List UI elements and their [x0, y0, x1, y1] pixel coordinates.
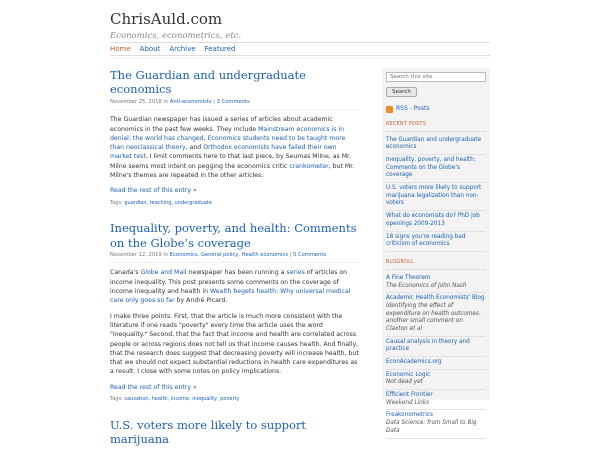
- search-button[interactable]: Search: [386, 87, 417, 97]
- site-title[interactable]: ChrisAuld.com: [110, 10, 223, 28]
- list-item: [386, 232, 486, 252]
- tag-links[interactable]: causation, health, income, inequality, poverty: [124, 396, 240, 402]
- list-item: [386, 337, 486, 357]
- search-input[interactable]: [386, 72, 486, 82]
- nav-archive[interactable]: Archive: [169, 44, 196, 53]
- list-item: [386, 135, 486, 155]
- post-category-link[interactable]: Anti-economists: [169, 98, 212, 105]
- recent-post-link[interactable]: What do economists do? PhD job openings 2009-2013: [386, 213, 480, 227]
- post: [110, 221, 360, 403]
- rss-link[interactable]: [386, 105, 486, 114]
- blogroll-link[interactable]: A Fine Theorem: [386, 274, 431, 281]
- list-item: [386, 155, 486, 183]
- meta-separator: in: [163, 251, 170, 258]
- text: newspaper has been running a: [186, 269, 287, 277]
- post-date: November 25, 2018: [110, 98, 162, 105]
- sidebar: [382, 68, 490, 434]
- list-item: [386, 390, 486, 410]
- rss-label: RSS - Posts: [396, 105, 430, 112]
- blogroll-desc: Identifying the effect of expenditure on health outcomes: another small comment on Claxton et al: [386, 302, 481, 332]
- recent-posts-heading: RECENT POSTS: [386, 122, 486, 132]
- nav-featured[interactable]: Featured: [204, 44, 236, 53]
- site-tagline: Economics, econometrics, etc.: [110, 31, 242, 41]
- nav-divider: [110, 58, 490, 59]
- nav-home[interactable]: Home: [110, 44, 131, 53]
- list-item: [386, 370, 486, 390]
- site-header: [110, 10, 490, 42]
- blogroll-desc: Weekend Links: [386, 399, 430, 406]
- post-title[interactable]: U.S. voters more likely to support marijuana: [110, 417, 306, 446]
- recent-post-link[interactable]: The Guardian and undergraduate economics: [386, 136, 482, 151]
- blogroll-link[interactable]: Freakonometrics: [386, 412, 433, 419]
- post: [110, 68, 360, 207]
- text: Canada's: [110, 269, 141, 277]
- recent-post-link[interactable]: 18 signs you’re reading bad criticism of economics: [386, 233, 466, 248]
- rss-icon: [386, 106, 393, 113]
- blogroll-heading: BLOGROLL: [386, 260, 486, 270]
- article-link[interactable]: Globe and Mail: [140, 269, 187, 277]
- list-item: [386, 183, 486, 211]
- blogroll-link[interactable]: EconAcademics.org: [386, 359, 442, 366]
- blogroll-link[interactable]: Efficient Frontier: [386, 392, 433, 399]
- article-link[interactable]: Orthodox economists have failed their own market test: [110, 144, 337, 161]
- blogroll-desc: The Economics of John Nash: [386, 282, 467, 289]
- post-paragraph: I make three points. First, that the article is much more consistent with the literature if one reads "poverty" every time the article uses the word "inequality." Second, that the fact that income and health are correlated across people or across regions does not tell us that income causes health. And finally, that the research does suggest that decreasing poverty will increase health, but that we should not expect substantial reductions in health care expenditures as a result. I close with some notes on policy implications.: [110, 312, 359, 376]
- main-content: [110, 68, 360, 460]
- list-item: [386, 293, 486, 336]
- blogroll-link[interactable]: Economic Logic: [386, 371, 431, 378]
- text: of articles on income inequality. This post presents some comments on the coverage of income inequality and health in: [110, 269, 348, 296]
- meta-separator: |: [289, 251, 294, 258]
- post-body: [110, 268, 360, 403]
- list-item: [386, 273, 486, 293]
- article-link[interactable]: crankometer: [289, 162, 329, 170]
- post-meta: [110, 99, 360, 111]
- list-item: [386, 357, 486, 370]
- post-date: November 12, 2019: [110, 251, 162, 258]
- list-item: [386, 410, 486, 438]
- article-link[interactable]: Economics students need to be taught more than neoclassical theory: [110, 134, 346, 152]
- meta-separator: |: [213, 98, 217, 105]
- post-comments-link[interactable]: 3 Comments: [216, 98, 250, 105]
- post-body: [110, 115, 360, 207]
- text: ,: [203, 134, 208, 142]
- tag-links[interactable]: guardian, teaching, undergraduate: [124, 199, 212, 206]
- blogroll-list: [386, 273, 486, 439]
- post-paragraph: [110, 268, 360, 305]
- recent-post-link[interactable]: U.S. voters more likely to support marijuana legalization than non-voters: [386, 185, 482, 207]
- post-meta: [110, 252, 360, 264]
- post-title[interactable]: Inequality, poverty, and health: Comments on the Globe’s coverage: [110, 221, 357, 250]
- tags-label: Tags:: [110, 396, 123, 402]
- post: [110, 418, 360, 447]
- list-item: [386, 211, 486, 231]
- post-title[interactable]: The Guardian and undergraduate economics: [110, 68, 306, 97]
- main-nav: [110, 42, 490, 56]
- text: , but Mr. Milne's themes are repeated in the other articles.: [110, 162, 355, 180]
- read-more-link[interactable]: Read the rest of this entry »: [110, 383, 197, 391]
- nav-about[interactable]: About: [139, 44, 161, 53]
- post-tags: [110, 396, 360, 404]
- text: by André Picard.: [174, 297, 228, 305]
- text: , and: [185, 144, 204, 152]
- blogroll-desc: Not dead yet: [386, 379, 423, 386]
- blogroll-desc: Data Science: from Small to Big Data: [386, 420, 477, 434]
- text: . I limit comments here to that last piece, by Seumas Milne, as Mr. Milne seems most intent on pegging the economics critic: [110, 153, 351, 170]
- read-more-link[interactable]: Read the rest of this entry »: [110, 187, 197, 195]
- post-category-link[interactable]: Economics, General policy, Health economics: [169, 251, 288, 258]
- meta-separator: in: [163, 98, 170, 105]
- tags-label: Tags:: [110, 199, 123, 206]
- article-link[interactable]: Wealth begets health: Why universal medical care only goes so far: [110, 288, 351, 305]
- blogroll-link[interactable]: Academic Health Economists' Blog: [386, 295, 485, 302]
- post-paragraph: [110, 115, 360, 180]
- recent-post-link[interactable]: Inequality, poverty, and health: Comments on the Globe’s coverage: [386, 157, 476, 179]
- article-link[interactable]: series: [286, 269, 305, 277]
- article-link[interactable]: Mainstream economics is in denial: the world has changed: [110, 125, 345, 142]
- blogroll-link[interactable]: Causal analysis in theory and practice: [386, 338, 470, 353]
- post-tags: [110, 200, 360, 208]
- recent-posts-list: [386, 135, 486, 252]
- post-comments-link[interactable]: 5 Comments: [293, 251, 327, 258]
- text: The Guardian newspaper has issued a series of articles about academic economics in the past few weeks. They include: [110, 116, 333, 133]
